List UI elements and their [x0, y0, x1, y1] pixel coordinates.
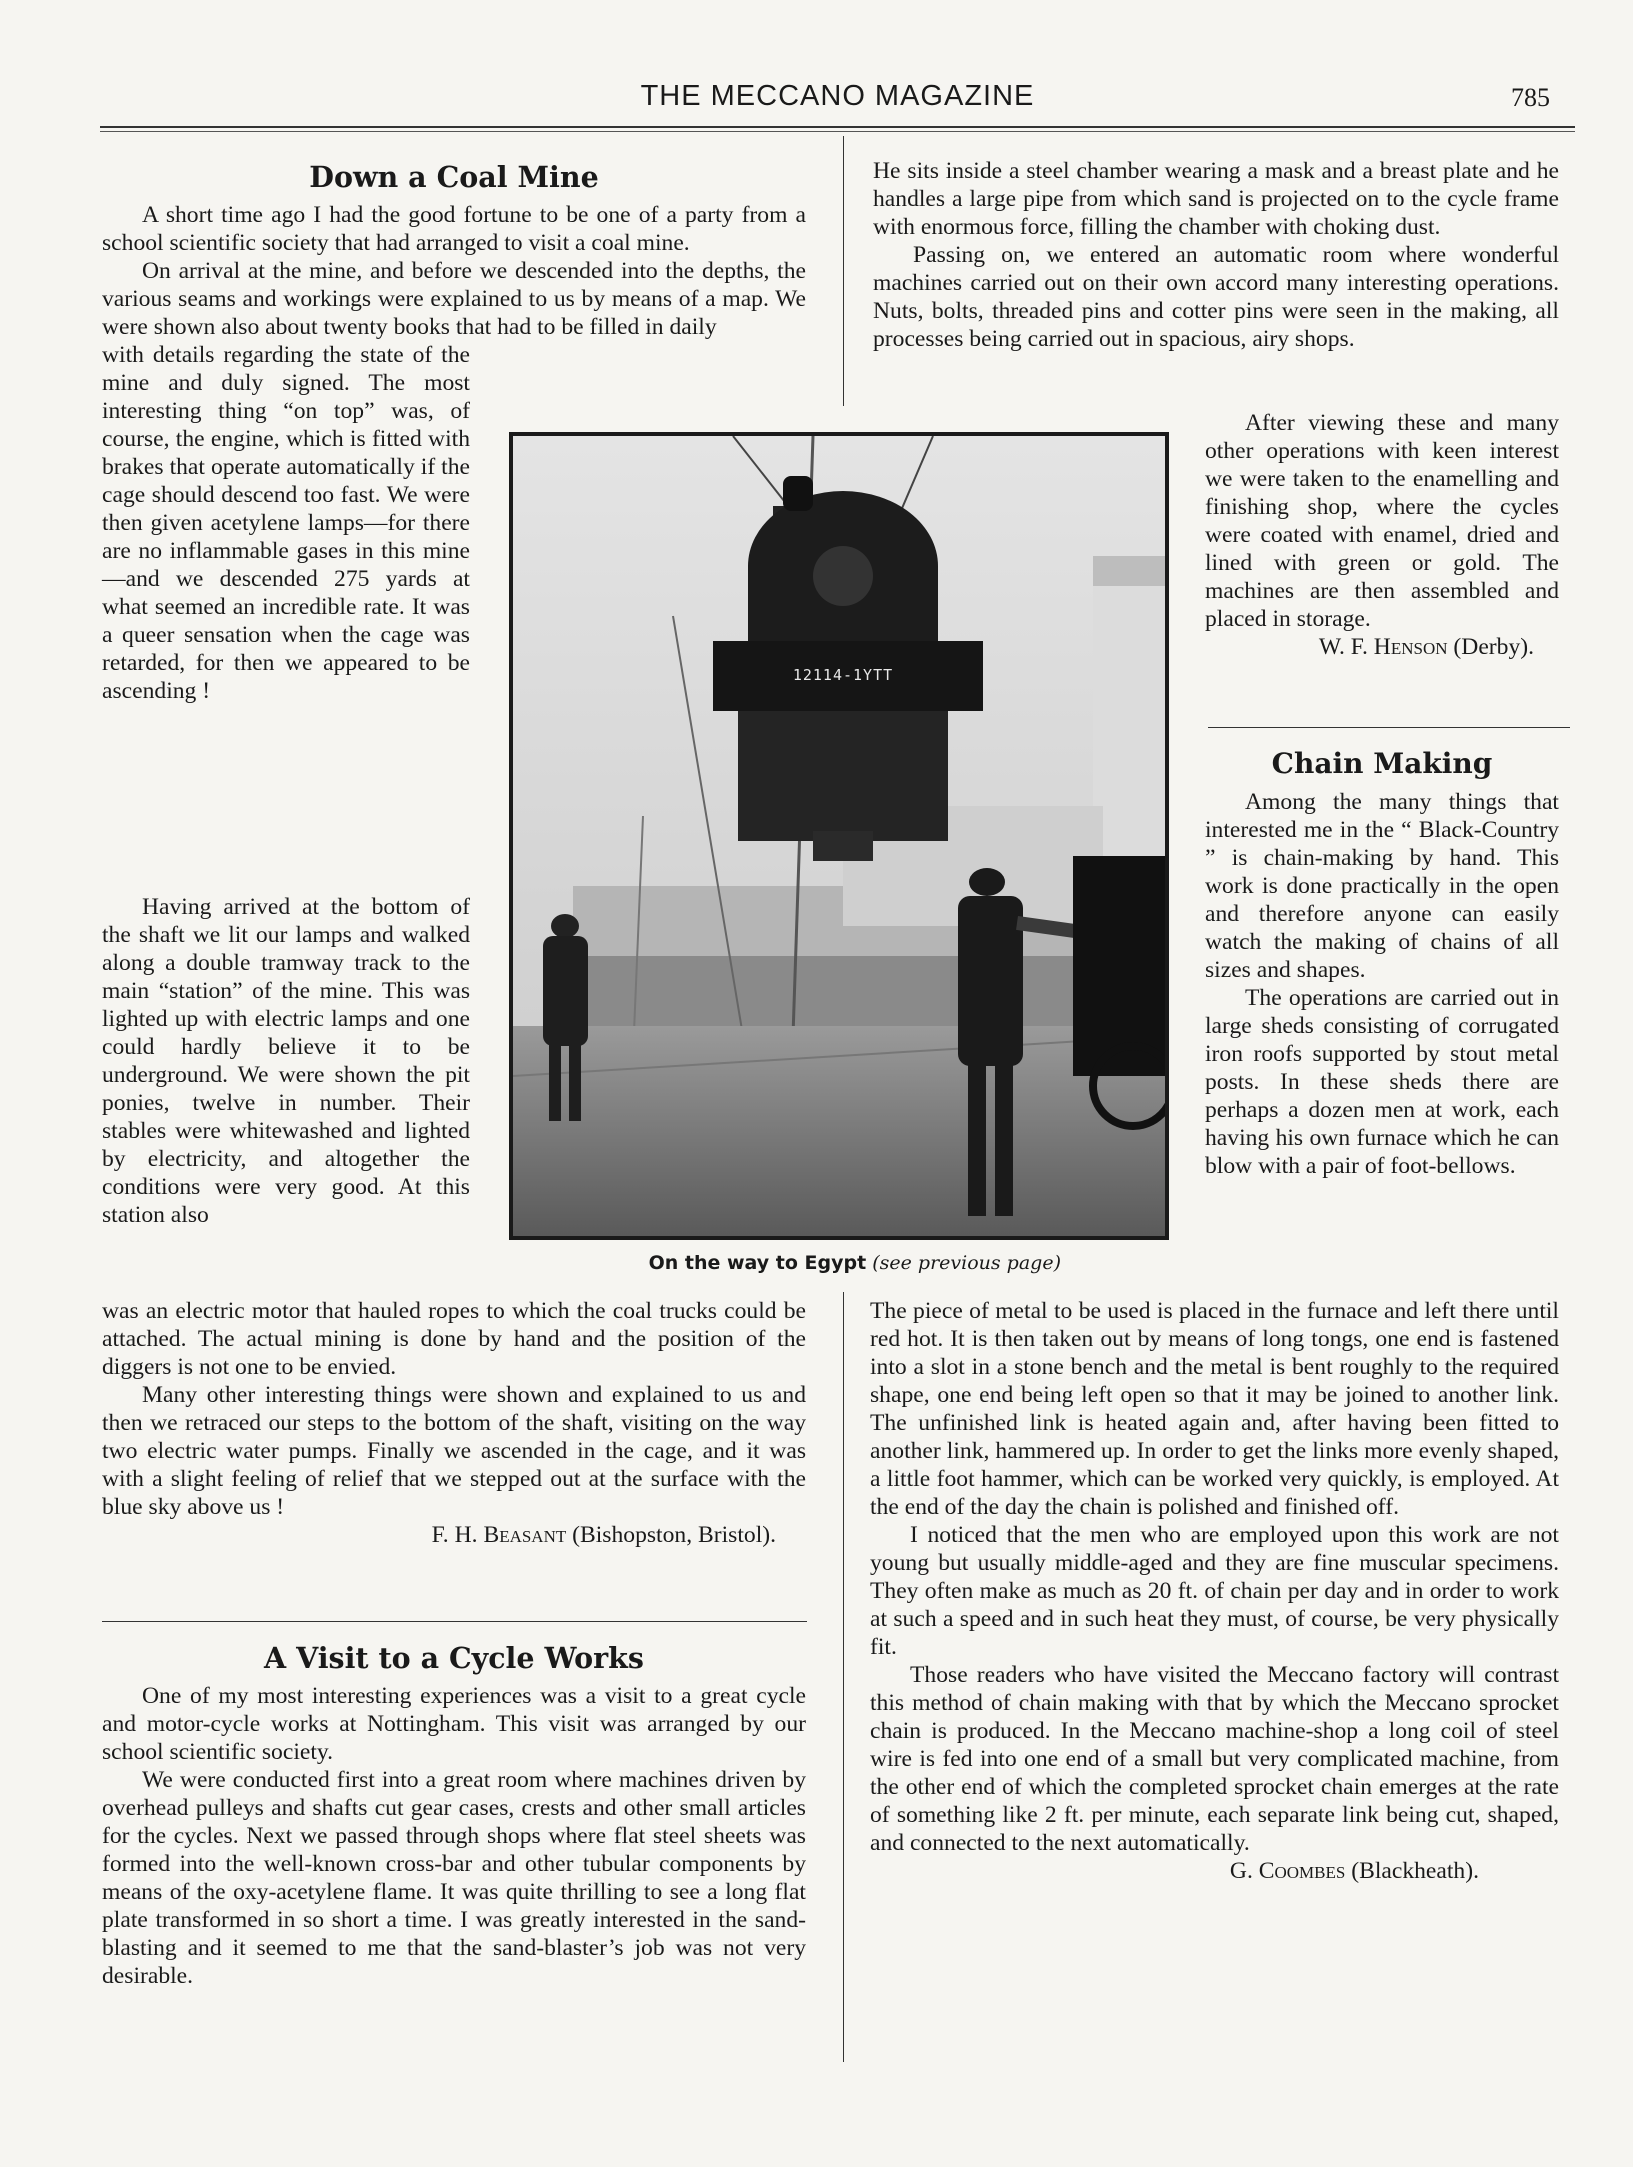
column-divider-bottom — [843, 1292, 844, 2062]
photo-caption-main: On the way to Egypt — [648, 1252, 867, 1274]
article-title-coal: Down a Coal Mine — [309, 160, 599, 194]
article-title-chain: Chain Making — [1271, 747, 1493, 780]
chain-signature — [870, 1857, 1559, 1885]
article-divider-left — [102, 1621, 807, 1622]
chain-paragraph-4: Those readers who have visited the Meccano factory will contrast this method of chain making with that by which the Meccano sprocket chain is produced. In the Meccano machine-shop a long coil of steel wire is fed into one end of a small but very complicated machine, from the other end of which the completed sprocket chain emerges at the rate of something like 2 ft. per minute, each separate link being cut, shaped, and connected to the next automatically. — [870, 1662, 1559, 1856]
coal-paragraph-2: On arrival at the mine, and before we descended into the depths, the various seams and workings were explained to us by means of a map. We were shown also about twenty books that had to be filled in daily — [102, 258, 806, 340]
column-divider-top — [843, 136, 844, 406]
article-title-cycle: A Visit to a Cycle Works — [264, 1641, 644, 1675]
header-rule-thin — [100, 131, 1575, 132]
chain-wide-cont — [870, 1297, 1559, 1885]
cycle-right-cont — [873, 157, 1559, 353]
coal-wide-cont — [102, 1297, 806, 1549]
coal-paragraph-4: Many other interesting things were shown and explained to us and then we retraced our steps to the bottom of the shaft, visiting on the way two electric water pumps. Finally we ascended in the cage, and it was with a slight feeling of relief that we stepped out at the surface with the blue sky above us ! — [102, 1382, 806, 1520]
chain-paragraph-2-cont: The piece of metal to be used is placed in the furnace and left there until red hot. It is then taken out by means of long tongs, one end is fastened into a slot in a stone bench and the metal is bent roughly to the required shape, one end being left open so that it may be joined to another link. The unfinished link is heated again and, after having been fitted to another link, hammered up. In order to get the links more evenly shaped, a little foot hammer, which can be worked very quickly, is employed. At the end of the day the chain is polished and finished off. — [870, 1298, 1559, 1520]
coal-paragraph-2-cont: with details regarding the state of the mine and duly signed. The most interesting thing “on top” was, of course, the engine, which is fitted with brakes that operate automatically if the cage should descend too fast. We were then given acetylene lamps—for there are no inflammable gases in this mine—and we descended 275 yards at what seemed an incredible rate. It was a queer sensation when the cage was retarded, for then we appeared to be ascending ! — [102, 342, 470, 704]
cycle-paragraph-1: One of my most interesting experiences was a visit to a great cycle and motor-cycle works at Nottingham. This visit was arranged by our school scientific society. — [102, 1683, 806, 1765]
page-number: 785 — [1511, 83, 1550, 112]
chain-sig-name: Coombes — [1258, 1858, 1346, 1884]
engine-number-plate: 12114-1YTT — [792, 666, 894, 684]
cycle-paragraph-4: After viewing these and many other operations with keen interest we were taken to the enamelling and finishing shop, where the cycles were coated with enamel, dried and lined with green or gold. The machines are then assembled and placed in storage. — [1205, 410, 1559, 632]
magazine-title: THE MECCANO MAGAZINE — [640, 80, 1035, 112]
coal-sig-initials: F. H. — [431, 1522, 478, 1548]
coal-sig-name: Beasant — [483, 1522, 567, 1548]
coal-sig-place: (Bishopston, Bristol). — [572, 1522, 776, 1548]
photo-caption-aside: (see previous page) — [872, 1252, 1061, 1274]
chain-sig-initials: G. — [1229, 1858, 1253, 1884]
photo-caption — [509, 1252, 1061, 1274]
cycle-paragraph-3: Passing on, we entered an automatic room where wonderful machines carried out on their own accord many interesting operations. Nuts, bolts, threaded pins and cotter pins were seen in the making, all processes being carried out in spacious, airy shops. — [873, 242, 1559, 352]
cycle-paragraph-2-cont: He sits inside a steel chamber wearing a mask and a breast plate and he handles a large pipe from which sand is projected on to the cycle frame with enormous force, filling the chamber with choking dust. — [873, 158, 1559, 240]
cycle-sig-place: (Derby). — [1453, 634, 1534, 660]
page-header — [100, 80, 1575, 120]
article-cycle-works — [102, 1638, 806, 1990]
coal-paragraph-3-cont: was an electric motor that hauled ropes to which the coal trucks could be attached. The actual mining is done by hand and the position of the diggers is not one to be envied. — [102, 1298, 806, 1380]
chain-paragraph-3: I noticed that the men who are employed upon this work are not young but usually middle-aged and they are fine muscular specimens. They often make as much as 20 ft. of chain per day and in order to work at such a speed and in such heat they must, of course, be very physically fit. — [870, 1522, 1559, 1660]
locomotive-photo-art — [513, 436, 1165, 1236]
coal-paragraph-1: A short time ago I had the good fortune to be one of a party from a school scientific society that had arranged to visit a coal mine. — [102, 202, 806, 256]
cycle-sig-initials: W. F. — [1318, 634, 1368, 660]
cycle-paragraph-2: We were conducted first into a great room where machines driven by overhead pulleys and shafts cut gear cases, crests and other small articles for the cycles. Next we passed through shops where flat steel sheets was formed into the well-known cross-bar and other tubular components by means of the oxy-acetylene flame. It was quite thrilling to see a long flat plate transformed in so short a time. I was greatly interested in the sand-blasting and it seemed to me that the sand-blaster’s job was not very desirable. — [102, 1767, 806, 1989]
cycle-signature — [1205, 633, 1559, 661]
coal-signature — [102, 1521, 806, 1549]
article-chain-making — [1205, 744, 1559, 1180]
chain-paragraph-2: The operations are carried out in large sheds consisting of corrugated iron roofs supported by stout metal posts. In these sheds there are perhaps a dozen men at work, each having his own furnace which he can blow with a pair of foot-bellows. — [1205, 985, 1559, 1179]
cycle-narrow-cont — [1205, 409, 1559, 661]
chain-paragraph-1: Among the many things that interested me in the “ Black-Country ” is chain-making by hand. This work is done practically in the open and therefore anyone can easily watch the making of chains of all sizes and shapes. — [1205, 789, 1559, 983]
header-rule — [100, 126, 1575, 128]
coal-narrow-cont — [102, 893, 470, 1229]
article-divider-right — [1208, 727, 1570, 728]
coal-paragraph-3: Having arrived at the bottom of the shaft we lit our lamps and walked along a double tramway track to the main “station” of the mine. This was lighted up with electric lamps and one could hardly believe it to be underground. We were shown the pit ponies, twelve in number. Their stables were whitewashed and lighted by electricity, and altogether the conditions were very good. At this station also — [102, 894, 470, 1228]
cycle-sig-name: Henson — [1373, 634, 1448, 660]
chain-sig-place: (Blackheath). — [1351, 1858, 1479, 1884]
locomotive-photo — [509, 432, 1169, 1240]
